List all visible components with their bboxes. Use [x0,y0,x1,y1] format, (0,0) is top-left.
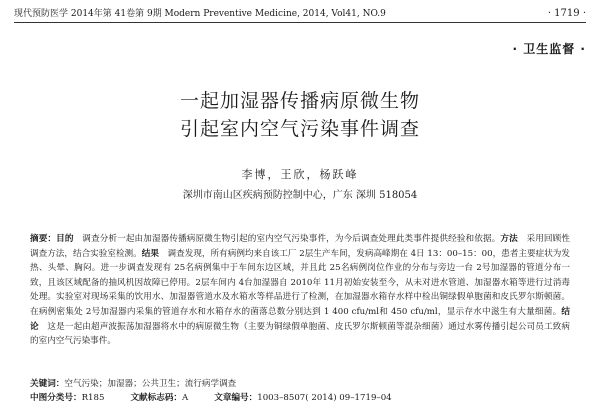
article-number-value: 1003–8507( 2014) 09–1719–04 [257,393,392,403]
conclusion-text: 这是一起由超声波振荡加湿器将水中的病原微生物（主要为铜绿假单胞菌、皮氏罗尔斯顿菌等混杂细菌）通过水雾传播引起公司员工致病的室内空气污染事件。 [30,321,570,347]
abstract-label: 摘要： [30,234,57,244]
running-header [14,6,586,23]
purpose-label: 目的 [56,234,74,244]
keywords [30,377,570,391]
result-label: 结果 [141,248,159,259]
conclusion-label: 结论 [30,306,570,332]
article-title-line-1: 一起加湿器传播病原微生物 [179,90,420,112]
clc-value: R185 [81,393,105,403]
abstract [30,232,570,349]
keywords-label: 关键词： [30,379,65,389]
journal-citation: 现代预防医学 2014年第 41卷第 9期 Modern Preventive Medicine, 2014, Vol41, NO.9 [14,9,386,19]
doc-code-label: 文献标志码： [130,393,183,403]
page-number: · 1719 · [547,8,586,19]
method-label: 方法 [500,234,518,244]
article-title-line-2: 引起室内空气污染事件调查 [179,118,420,140]
affiliation: 深圳市南山区疾病预防控制中心，广东 深圳 518054 [182,190,418,201]
doc-code-value: A [182,393,189,403]
keywords-text: 空气污染；加湿器；公共卫生；流行病学调查 [64,379,237,389]
classification-line [30,391,570,405]
section-label: · 卫生监督 · [512,42,586,56]
result-text: 调查发现，所有病例均来自该工厂 2层生产车间，发病高峰期在 4日 13：00–15：00，患者主要症状为发热、头晕、胸闷。进一步调查发现有 25名病例集中于车间东边区域，并且此 25名病例岗位作业的分布与旁边一台 2号加湿器的管道分布一致，且该区域配备的抽风机因故障已停用。2层车间内 4台加湿器自 2010年 11月初始安装至今，从未对进水管道、加湿器水箱等进行过消毒处理。实验室对现场采集的饮用水、加湿器管道水及水箱水等样品进行了检测，在加湿器水箱存水样中检出铜绿假单胞菌和皮氏罗尔斯顿菌。在病例密集处 2号加湿器内采集的管道存水和水箱存水的菌落总数分别达到 1 400 cfu/ml和 450 cfu/ml，显示存水中滋生有大量细菌。 [30,248,570,317]
authors: 李博，王欣，杨跃峰 [241,168,359,181]
method-text: 采用回顾性调查方法，结合实验室检测。 [30,234,570,259]
article-number-label: 文章编号： [214,393,258,403]
purpose-text: 调查分析一起由加湿器传播病原微生物引起的室内空气污染事件，为今后调查处理此类事件提供经验和依据。 [82,234,501,244]
clc-label: 中图分类号： [30,393,82,403]
